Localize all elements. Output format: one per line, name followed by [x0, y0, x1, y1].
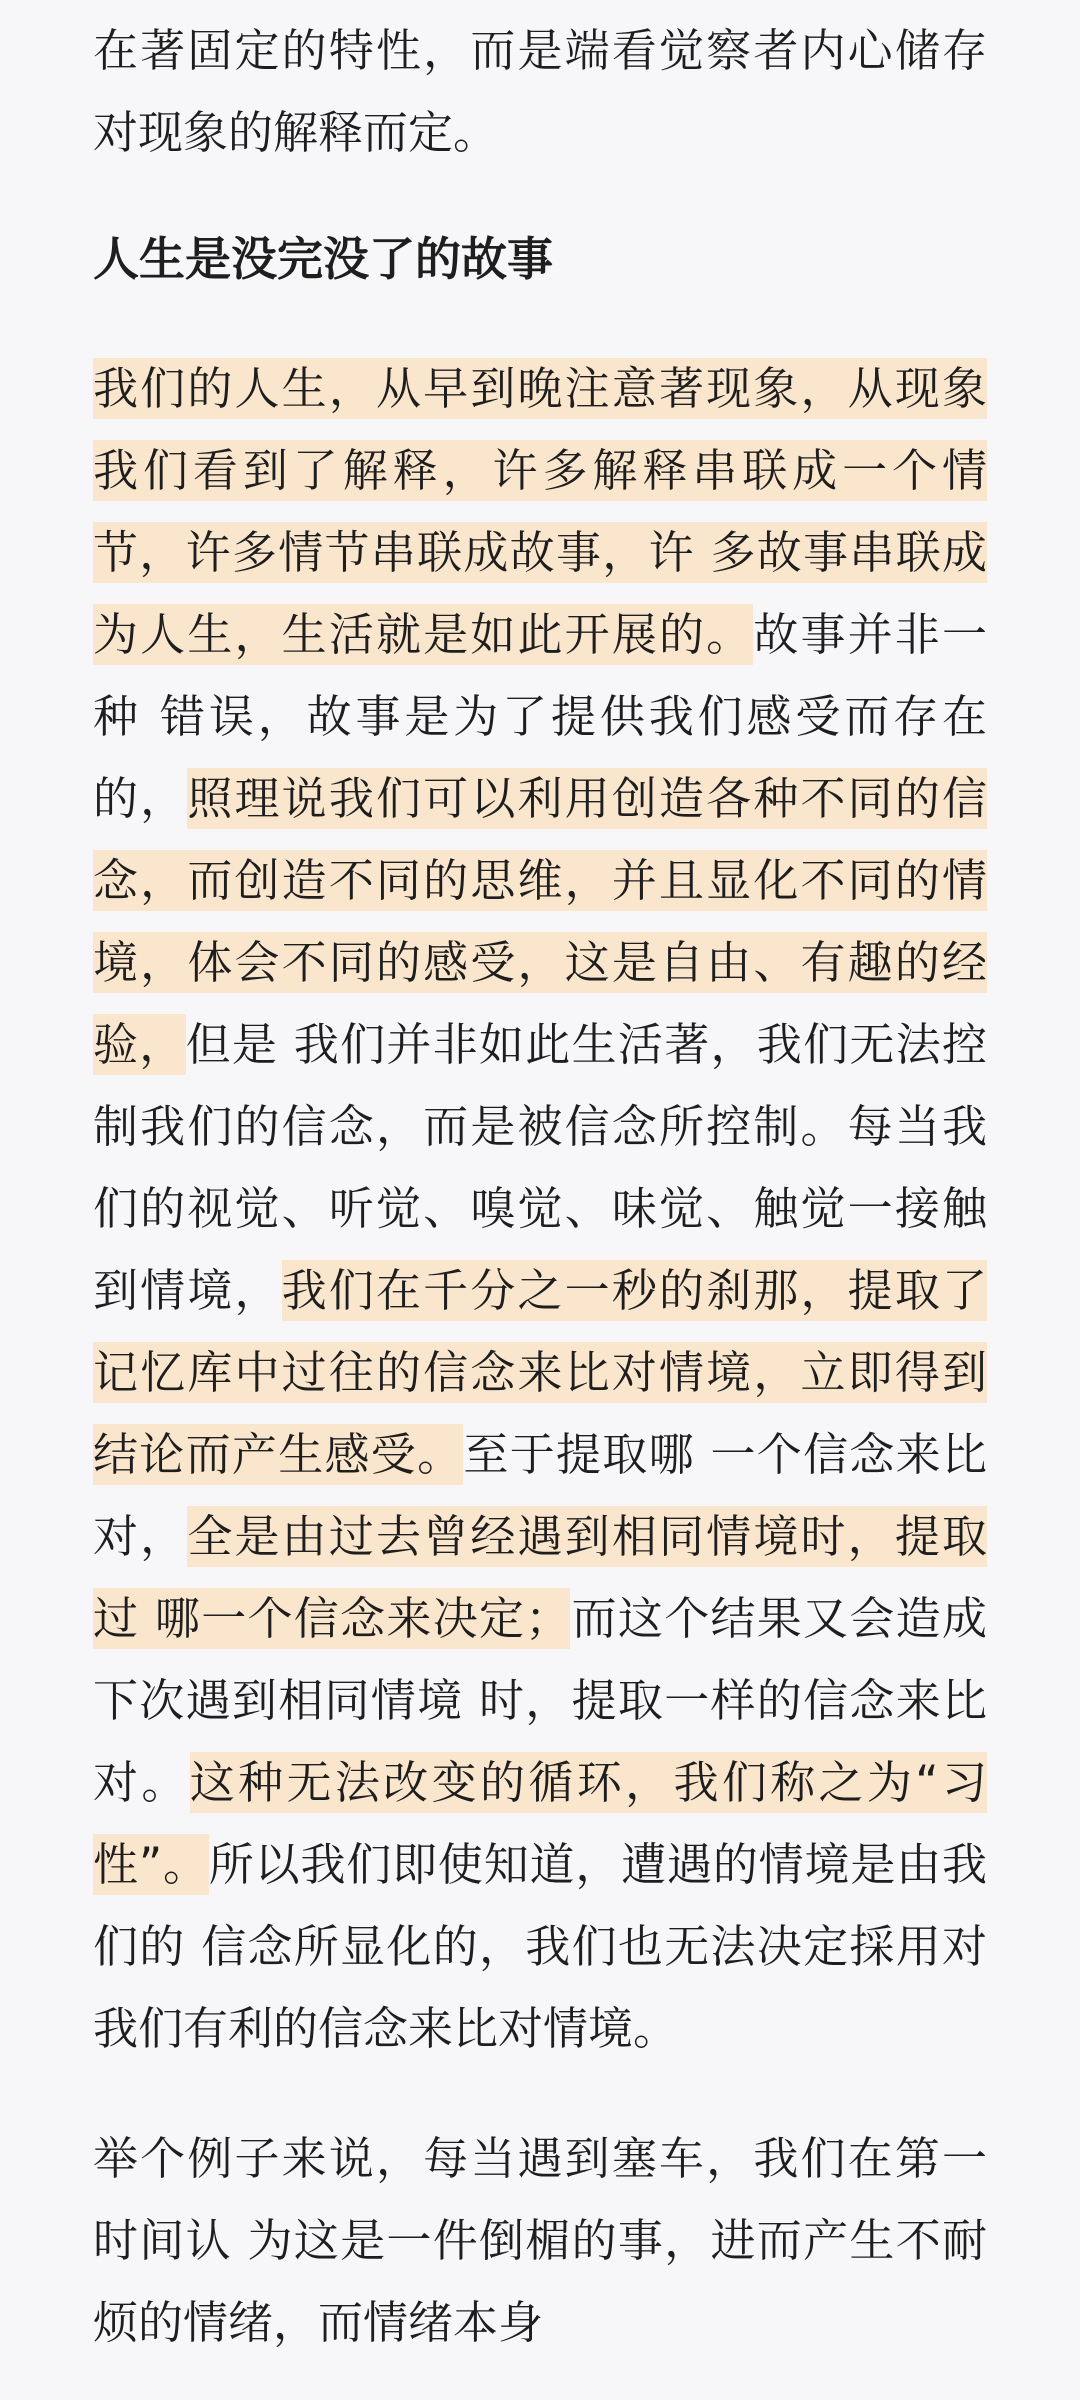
highlight-5[interactable]: 这种无法改变的循环，我们称之为“习性”。 — [93, 1752, 987, 1895]
body-paragraph — [93, 348, 987, 2070]
highlight-1[interactable]: 我们的人生，从早到晚注意著现象，从现象我们看到了解释，许多解释串联成一个情节，许多情节串联成故事，许 多故事串联成为人生，生活就是如此开展的。 — [93, 358, 987, 665]
highlight-2[interactable]: 照理说我们可以利用创造各种不同的信念，而创造不同的思维，并且显化不同的情境，体会不同的感受，这是自由、有趣的经验， — [93, 768, 987, 1075]
highlight-3[interactable]: 我们在千分之一秒的刹那，提取了记忆库中过往的信念来比对情境，立即得到结论而产生感受。 — [93, 1260, 987, 1485]
intro-paragraph-tail: 在著固定的特性，而是端看觉察者内心储存对现象的解释而定。 — [93, 24, 987, 159]
section-heading: 人生是没完没了的故事 — [93, 232, 553, 286]
body-text-1: 故事并非一种 错误，故事是为了提供我们感受而存在的， — [93, 608, 987, 825]
body-text-4: 而这个结果又会造成下次遇到相同情境 时，提取一样的信念来比对。 — [93, 1592, 987, 1809]
example-paragraph: 举个例子来说，每当遇到塞车，我们在第一时间认 为这是一件倒楣的事，进而产生不耐烦的情绪，而情绪本身 — [93, 2132, 987, 2349]
highlight-4[interactable]: 全是由过去曾经遇到相同情境时，提取过 哪一个信念来决定； — [93, 1506, 987, 1649]
body-text-3: 至于提取哪 一个信念来比对， — [93, 1428, 987, 1563]
body-text-5: 所以我们即使知道，遭遇的情境是由我们的 信念所显化的，我们也无法决定採用对我们有利的信念来比对情境。 — [93, 1838, 987, 2055]
body-text-2: 但是 我们并非如此生活著，我们无法控制我们的信念，而是被信念所控制。每当我们的视觉、听觉、嗅觉、味觉、触觉一接触到情境， — [93, 1018, 987, 1317]
